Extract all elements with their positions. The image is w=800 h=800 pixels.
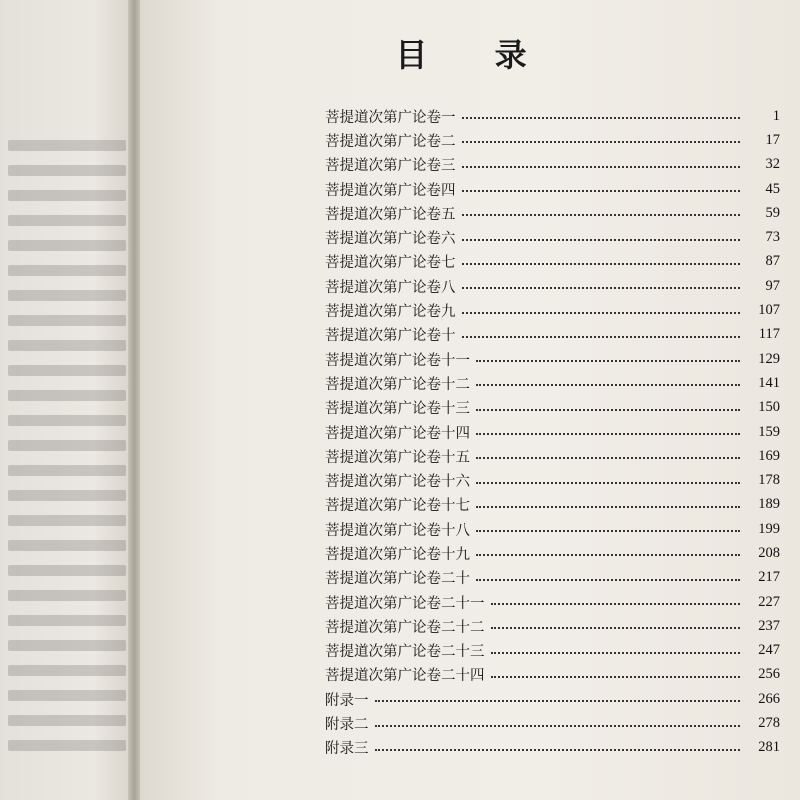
dot-leader [462,214,741,216]
toc-entry-title: 菩提道次第广论卷二十三 [325,644,485,661]
toc-entry [325,541,780,565]
toc-page-number: 281 [758,739,780,756]
toc-page-number: 17 [765,131,780,148]
dot-leader [462,166,741,168]
toc-page-number: 247 [758,642,780,659]
toc-page-number: 150 [758,399,780,416]
toc-entry [325,420,780,444]
dot-leader [476,506,740,508]
toc-entry [325,153,780,177]
toc-page-number: 87 [765,253,780,270]
toc-page-number: 227 [758,593,780,610]
toc-entry-title: 菩提道次第广论卷十八 [325,522,470,539]
toc-entry [325,736,780,760]
toc-entry [325,444,780,468]
toc-entry [325,493,780,517]
left-page [0,0,134,800]
toc-page-number: 45 [765,180,780,197]
toc-entry-title: 菩提道次第广论卷十七 [325,498,470,515]
dot-leader [476,409,740,411]
dot-leader [375,725,741,727]
page-title: 目 录 [395,36,555,74]
toc-page-number: 189 [758,496,780,513]
toc-entry-title: 附录二 [325,717,369,734]
toc-entry [325,371,780,395]
dot-leader [462,287,741,289]
dot-leader [491,627,741,629]
toc-entry [325,639,780,663]
dot-leader [476,457,740,459]
toc-page-number: 1 [772,107,780,124]
toc-page-number: 178 [758,472,780,489]
dot-leader [375,700,741,702]
toc-entry-title: 菩提道次第广论卷十九 [325,546,470,563]
toc-page-number: 117 [758,326,780,343]
dot-leader [375,749,741,751]
toc-entry [325,517,780,541]
dot-leader [462,141,741,143]
dot-leader [476,384,740,386]
dot-leader [462,312,741,314]
toc-entry-title: 菩提道次第广论卷十三 [325,401,470,418]
dot-leader [476,482,740,484]
toc-entry-title: 菩提道次第广论卷十一 [325,352,470,369]
toc-page-number: 59 [765,204,780,221]
toc-entry [325,177,780,201]
toc-page-number: 159 [758,423,780,440]
toc-page-number: 129 [758,350,780,367]
toc-page-number: 32 [765,156,780,173]
toc-entry-title: 菩提道次第广论卷二十二 [325,619,485,636]
toc-page-number: 278 [758,715,780,732]
toc-page-number: 97 [765,277,780,294]
toc-page-number: 217 [758,569,780,586]
toc-entry-title: 菩提道次第广论卷十二 [325,376,470,393]
toc-entry [325,566,780,590]
dot-leader [462,239,741,241]
toc-entry-title: 菩提道次第广论卷十五 [325,449,470,466]
toc-entry-title: 附录一 [325,692,369,709]
toc-entry-title: 菩提道次第广论卷十六 [325,474,470,491]
toc-entry-title: 菩提道次第广论卷六 [325,231,456,248]
right-page [140,0,800,800]
dot-leader [476,360,740,362]
table-of-contents [325,104,780,760]
toc-page-number: 107 [758,302,780,319]
toc-entry-title: 菩提道次第广论卷二十一 [325,595,485,612]
dot-leader [476,433,740,435]
toc-entry-title: 菩提道次第广论卷二 [325,133,456,150]
toc-entry-title: 菩提道次第广论卷二十 [325,571,470,588]
toc-entry-title: 菩提道次第广论卷三 [325,158,456,175]
toc-entry-title: 菩提道次第广论卷八 [325,279,456,296]
toc-entry [325,274,780,298]
toc-page-number: 208 [758,544,780,561]
toc-entry [325,590,780,614]
toc-entry [325,298,780,322]
toc-page-number: 237 [758,617,780,634]
toc-entry [325,663,780,687]
toc-entry [325,104,780,128]
dot-leader [462,190,741,192]
dot-leader [462,336,741,338]
toc-entry-title: 附录三 [325,741,369,758]
toc-page-number: 73 [765,229,780,246]
toc-entry-title: 菩提道次第广论卷七 [325,255,456,272]
dot-leader [476,530,740,532]
toc-page-number: 256 [758,666,780,683]
toc-entry [325,396,780,420]
toc-page-number: 169 [758,447,780,464]
toc-entry [325,201,780,225]
toc-entry-title: 菩提道次第广论卷一 [325,109,456,126]
dot-leader [476,579,740,581]
toc-entry-title: 菩提道次第广论卷九 [325,304,456,321]
toc-page-number: 141 [758,374,780,391]
toc-entry [325,225,780,249]
toc-entry-title: 菩提道次第广论卷二十四 [325,668,485,685]
toc-entry [325,687,780,711]
dot-leader [491,676,741,678]
toc-entry [325,128,780,152]
toc-entry [325,711,780,735]
dot-leader [462,117,741,119]
dot-leader [462,263,741,265]
toc-entry-title: 菩提道次第广论卷十四 [325,425,470,442]
toc-entry [325,347,780,371]
left-page-text-blur [8,140,126,765]
toc-entry [325,468,780,492]
toc-entry-title: 菩提道次第广论卷五 [325,206,456,223]
toc-entry [325,250,780,274]
dot-leader [491,652,741,654]
toc-entry-title: 菩提道次第广论卷十 [325,328,456,345]
toc-entry [325,323,780,347]
toc-entry [325,614,780,638]
dot-leader [491,603,741,605]
dot-leader [476,554,740,556]
toc-page-number: 199 [758,520,780,537]
toc-page-number: 266 [758,690,780,707]
toc-entry-title: 菩提道次第广论卷四 [325,182,456,199]
